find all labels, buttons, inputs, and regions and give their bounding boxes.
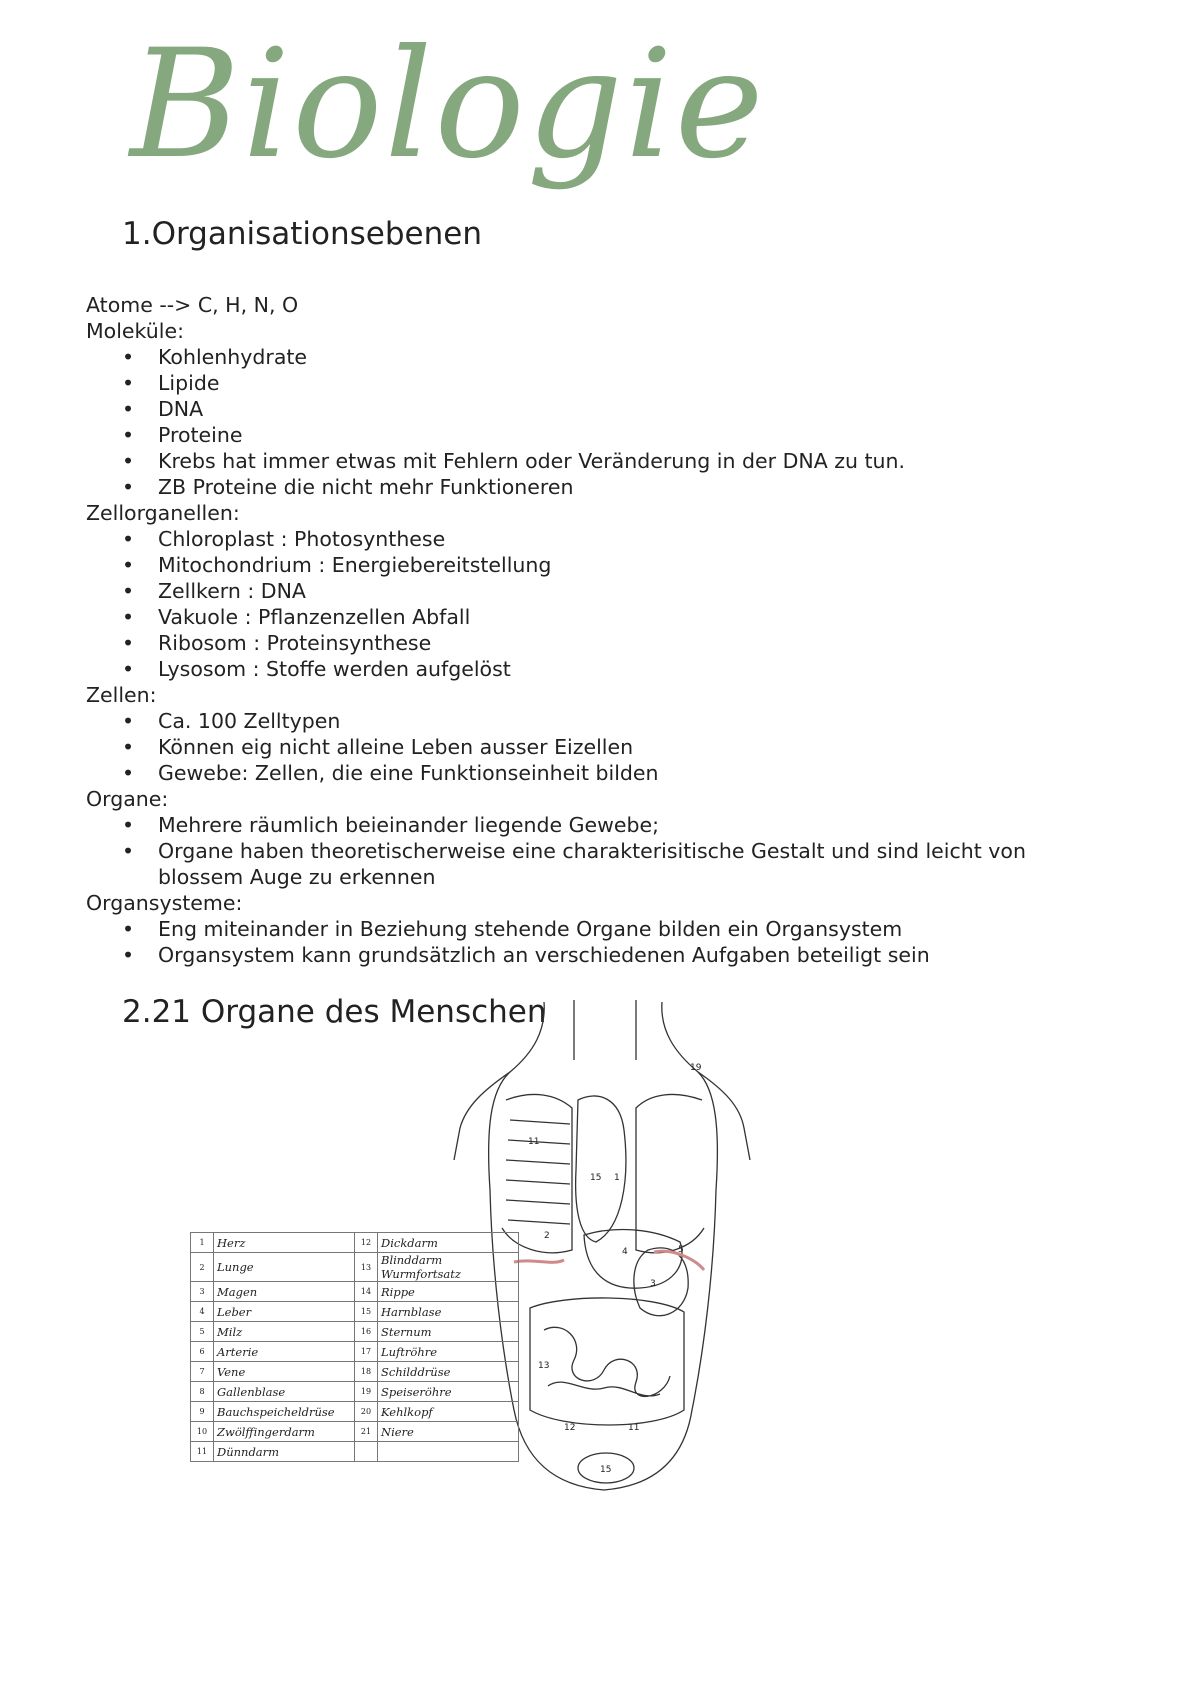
- organ-name: [378, 1442, 519, 1462]
- bullet-item: • Chloroplast : Photosynthese: [158, 526, 1096, 552]
- table-row: [191, 1402, 519, 1422]
- bullet-item: • Zellkern : DNA: [158, 578, 1096, 604]
- bullet-list: [86, 916, 1096, 968]
- section-number: 1.: [122, 216, 152, 252]
- category-label: Organe:: [86, 787, 169, 811]
- organ-number: 20: [355, 1402, 378, 1422]
- category-label: Zellen:: [86, 683, 157, 707]
- document-title: Biologie: [130, 18, 766, 192]
- organ-number: 10: [191, 1422, 214, 1442]
- bullet-list: [86, 812, 1096, 890]
- organ-number: 18: [355, 1362, 378, 1382]
- organ-number: 6: [191, 1342, 214, 1362]
- diagram-label: 2: [544, 1231, 550, 1241]
- bullet-item: • Eng miteinander in Beziehung stehende Organe bilden ein Organsystem: [158, 916, 1096, 942]
- organ-number: 4: [191, 1302, 214, 1322]
- organ-name: Bauchspeicheldrüse: [214, 1402, 355, 1422]
- bullet-item: • Vakuole : Pflanzenzellen Abfall: [158, 604, 1096, 630]
- organ-number: 21: [355, 1422, 378, 1442]
- organ-name: Rippe: [378, 1282, 519, 1302]
- organ-legend-table: [190, 1232, 519, 1462]
- organ-name: Dickdarm: [378, 1233, 519, 1253]
- organ-name: Leber: [214, 1302, 355, 1322]
- organ-name: Luftröhre: [378, 1342, 519, 1362]
- table-row: [191, 1322, 519, 1342]
- table-row: [191, 1302, 519, 1322]
- organ-name: Magen: [214, 1282, 355, 1302]
- diagram-label: 15: [600, 1465, 612, 1475]
- organ-number: 11: [191, 1442, 214, 1462]
- organ-number: 2: [191, 1253, 214, 1282]
- diagram-label: 11: [528, 1137, 540, 1147]
- diagram-label: 3: [650, 1279, 656, 1289]
- category-label: Zellorganellen:: [86, 501, 240, 525]
- organ-name: Speiseröhre: [378, 1382, 519, 1402]
- organ-name: Zwölffingerdarm: [214, 1422, 355, 1442]
- organ-number: 17: [355, 1342, 378, 1362]
- diagram-label: 4: [622, 1247, 628, 1257]
- bullet-item: • Mehrere räumlich beieinander liegende Gewebe;: [158, 812, 1096, 838]
- table-row: [191, 1442, 519, 1462]
- organ-name: Vene: [214, 1362, 355, 1382]
- bullet-item: • Lysosom : Stoffe werden aufgelöst: [158, 656, 1096, 682]
- bullet-item: • Können eig nicht alleine Leben ausser Eizellen: [158, 734, 1096, 760]
- bullet-item: • Organe haben theoretischerweise eine charakterisitische Gestalt und sind leicht von blossem Auge zu erkennen: [158, 838, 1096, 890]
- section-heading-1: [122, 216, 482, 252]
- bullet-list: [86, 344, 1096, 500]
- organ-name: Gallenblase: [214, 1382, 355, 1402]
- organ-name: Dünndarm: [214, 1442, 355, 1462]
- organ-number: 16: [355, 1322, 378, 1342]
- bullet-item: • Kohlenhydrate: [158, 344, 1096, 370]
- bullet-item: • DNA: [158, 396, 1096, 422]
- organ-number: [355, 1442, 378, 1462]
- diagram-label: 15: [590, 1173, 602, 1183]
- organ-name: Milz: [214, 1322, 355, 1342]
- notes-body: [86, 292, 1096, 968]
- bullet-item: • ZB Proteine die nicht mehr Funktioneren: [158, 474, 1096, 500]
- bullet-item: • Krebs hat immer etwas mit Fehlern oder Veränderung in der DNA zu tun.: [158, 448, 1096, 474]
- table-row: [191, 1253, 519, 1282]
- organ-number: 14: [355, 1282, 378, 1302]
- section-title: Organisationsebenen: [151, 216, 482, 252]
- diagram-label: 5: [678, 1245, 684, 1255]
- bullet-item: • Proteine: [158, 422, 1096, 448]
- bullet-list: [86, 708, 1096, 786]
- organ-name: Lunge: [214, 1253, 355, 1282]
- table-row: [191, 1342, 519, 1362]
- diagram-label: 1: [614, 1173, 620, 1183]
- organ-number: 3: [191, 1282, 214, 1302]
- table-row: [191, 1362, 519, 1382]
- category-label: Moleküle:: [86, 319, 184, 343]
- organ-name: Kehlkopf: [378, 1402, 519, 1422]
- organ-number: 12: [355, 1233, 378, 1253]
- organ-number: 8: [191, 1382, 214, 1402]
- diagram-label: 19: [690, 1063, 702, 1073]
- organ-name: Schilddrüse: [378, 1362, 519, 1382]
- section-title: 21 Organe des Menschen: [151, 994, 547, 1030]
- organ-number: 19: [355, 1382, 378, 1402]
- organ-name: Niere: [378, 1422, 519, 1442]
- organ-number: 13: [355, 1253, 378, 1282]
- organ-name: Arterie: [214, 1342, 355, 1362]
- bullet-item: • Mitochondrium : Energiebereitstellung: [158, 552, 1096, 578]
- diagram-label: 11: [628, 1423, 640, 1433]
- table-row: [191, 1422, 519, 1442]
- bullet-item: • Ribosom : Proteinsynthese: [158, 630, 1096, 656]
- organ-name: Sternum: [378, 1322, 519, 1342]
- section-number: 2.: [122, 994, 152, 1030]
- table-row: [191, 1233, 519, 1253]
- organ-name: Harnblase: [378, 1302, 519, 1322]
- organ-number: 7: [191, 1362, 214, 1382]
- category-label: Atome --> C, H, N, O: [86, 293, 299, 317]
- table-row: [191, 1382, 519, 1402]
- organ-name: Blinddarm Wurmfortsatz: [378, 1253, 519, 1282]
- bullet-item: • Gewebe: Zellen, die eine Funktionseinheit bilden: [158, 760, 1096, 786]
- organ-number: 5: [191, 1322, 214, 1342]
- bullet-list: [86, 526, 1096, 682]
- diagram-label: 12: [564, 1423, 576, 1433]
- organ-name: Herz: [214, 1233, 355, 1253]
- bullet-item: • Ca. 100 Zelltypen: [158, 708, 1096, 734]
- diagram-label: 13: [538, 1361, 550, 1371]
- bullet-item: • Organsystem kann grundsätzlich an verschiedenen Aufgaben beteiligt sein: [158, 942, 1096, 968]
- organ-number: 9: [191, 1402, 214, 1422]
- organ-number: 1: [191, 1233, 214, 1253]
- table-row: [191, 1282, 519, 1302]
- category-label: Organsysteme:: [86, 891, 243, 915]
- bullet-item: • Lipide: [158, 370, 1096, 396]
- organ-number: 15: [355, 1302, 378, 1322]
